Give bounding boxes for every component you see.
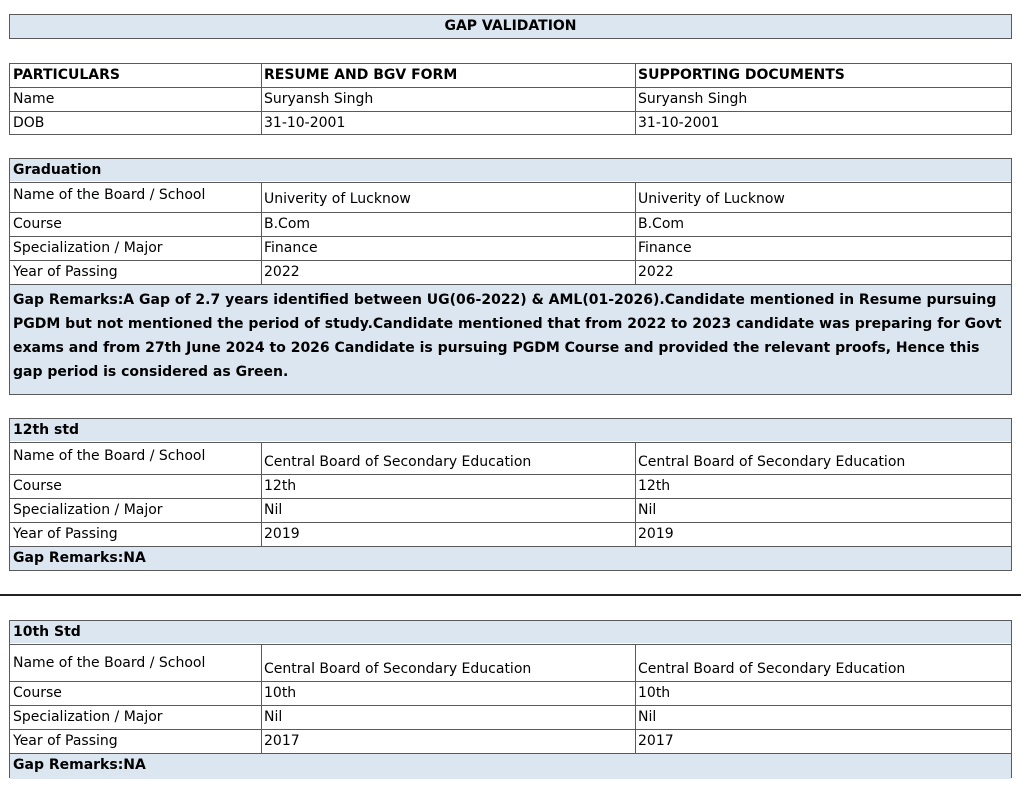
std12-spec-resume: Nil [264,502,283,518]
graduation-section [9,158,1012,395]
std12-board-doc: Central Board of Secondary Education [638,454,906,470]
resume-name: Suryansh Singh [264,91,374,107]
std10-year-doc: 2017 [638,733,674,749]
std10-title: 10th Std [10,621,1011,643]
std10-course-doc: 10th [638,685,671,701]
page-title: GAP VALIDATION [444,18,577,34]
title-bar [9,14,1012,39]
grad-course-label: Course [13,216,62,232]
std12-section [9,418,1012,571]
std10-spec-doc: Nil [638,709,657,725]
grad-gap-remarks: Gap Remarks:A Gap of 2.7 years identified between UG(06-2022) & AML(01-2026).Candidate mentioned in Resume pursuing PGDM but not mentioned the period of study.Candidate mentioned that from 2022 to 2023 candidate was preparing for Govt exams and from 27th June 2024 to 2026 Candidate is pursuing PGDM Course and provided the relevant proofs, Hence this gap period is considered as Green. [10,285,1011,394]
grad-year-label: Year of Passing [13,264,118,280]
std12-year-resume: 2019 [264,526,300,542]
grad-year-resume: 2022 [264,264,300,280]
section-divider [0,594,1021,596]
std10-board-resume: Central Board of Secondary Education [264,661,532,677]
std12-board-label: Name of the Board / School [13,448,206,464]
std10-gap-remarks: Gap Remarks:NA [10,754,1011,779]
particulars-table [9,63,1012,135]
std12-gap-remarks: Gap Remarks:NA [10,547,1011,570]
std12-spec-doc: Nil [638,502,657,518]
graduation-title: Graduation [10,159,1011,181]
std12-board-resume: Central Board of Secondary Education [264,454,532,470]
std10-board-doc: Central Board of Secondary Education [638,661,906,677]
std10-year-resume: 2017 [264,733,300,749]
grad-course-doc: B.Com [638,216,685,232]
std10-course-label: Course [13,685,62,701]
grad-board-label: Name of the Board / School [13,187,206,203]
grad-board-doc: Univerity of Lucknow [638,191,785,207]
doc-dob: 31-10-2001 [638,115,720,131]
doc-name: Suryansh Singh [638,91,748,107]
grad-course-resume: B.Com [264,216,311,232]
std10-year-label: Year of Passing [13,733,118,749]
grad-year-doc: 2022 [638,264,674,280]
std12-course-label: Course [13,478,62,494]
grad-spec-label: Specialization / Major [13,240,163,256]
std12-title: 12th std [10,419,1011,441]
std10-course-resume: 10th [264,685,297,701]
std10-section [9,620,1012,778]
std12-year-label: Year of Passing [13,526,118,542]
grad-spec-resume: Finance [264,240,318,256]
std10-board-label: Name of the Board / School [13,655,206,671]
label-name: Name [13,91,55,107]
grad-spec-doc: Finance [638,240,692,256]
std10-spec-resume: Nil [264,709,283,725]
std10-spec-label: Specialization / Major [13,709,163,725]
header-particulars: PARTICULARS [13,67,120,83]
std12-course-resume: 12th [264,478,297,494]
label-dob: DOB [13,115,45,131]
resume-dob: 31-10-2001 [264,115,346,131]
std12-year-doc: 2019 [638,526,674,542]
std12-course-doc: 12th [638,478,671,494]
std12-spec-label: Specialization / Major [13,502,163,518]
header-resume-bgv: RESUME AND BGV FORM [264,67,458,83]
header-supporting-docs: SUPPORTING DOCUMENTS [638,67,845,83]
grad-board-resume: Univerity of Lucknow [264,191,411,207]
